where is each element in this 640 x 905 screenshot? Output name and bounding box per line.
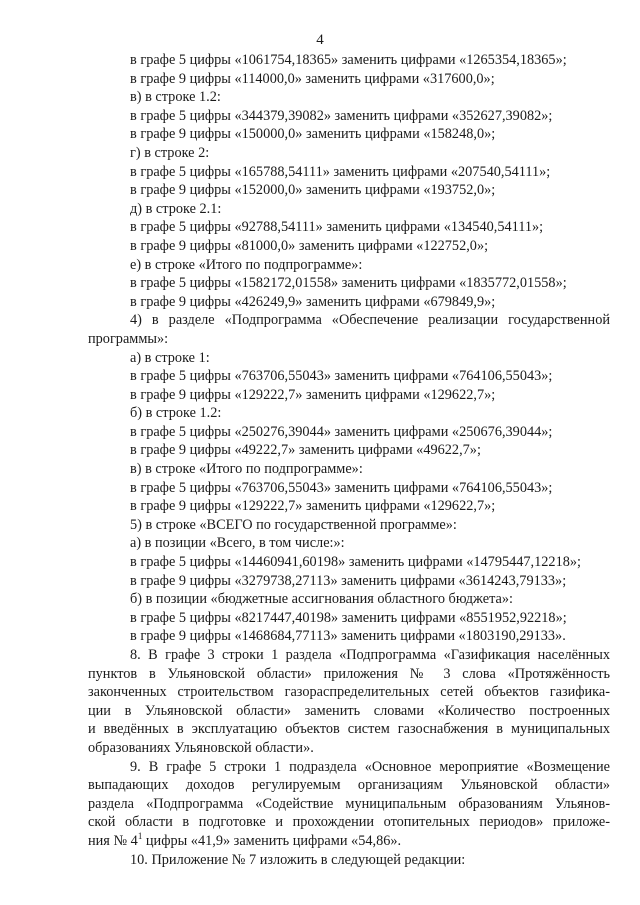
document-body	[0, 51, 640, 869]
text-line: б) в позиции «бюджетные ассигнования областного бюджета»:	[130, 591, 513, 608]
text-line: в графе 9 цифры «81000,0» заменить цифрами «122752,0»;	[130, 237, 489, 254]
text-line: ской области в подготовке и прохождении отопительных периодов» приложе-	[88, 814, 610, 831]
text-line: и введённых в эксплуатацию объектов систем газоснабжения в муниципальных	[88, 721, 610, 738]
text-line: в графе 9 цифры «3279738,27113» заменить цифрами «3614243,79133»;	[130, 572, 567, 589]
text-line: в графе 5 цифры «763706,55043» заменить цифрами «764106,55043»;	[130, 479, 553, 496]
text-line: 8. В графе 3 строки 1 раздела «Подпрограмма «Газификация населённых	[130, 647, 610, 663]
text-line: в графе 5 цифры «1582172,01558» заменить цифрами «1835772,01558»;	[130, 275, 567, 292]
text-line: в графе 5 цифры «92788,54111» заменить цифрами «134540,54111»;	[130, 219, 544, 236]
text-line: в графе 5 цифры «1061754,18365» заменить цифрами «1265354,18365»;	[130, 52, 567, 68]
text-line: в графе 9 цифры «114000,0» заменить цифрами «317600,0»;	[130, 70, 495, 87]
text-line: в графе 5 цифры «165788,54111» заменить цифрами «207540,54111»;	[130, 163, 551, 180]
text-line: в графе 9 цифры «1468684,77113» заменить цифрами «1803190,29133».	[130, 628, 566, 645]
text-line: законченных строительством газораспределительных сетей объектов газифика-	[88, 684, 610, 701]
text-line: в графе 9 цифры «129222,7» заменить цифрами «129622,7»;	[130, 386, 496, 403]
text-line: в графе 9 цифры «152000,0» заменить цифрами «193752,0»;	[130, 182, 496, 199]
text-line: в графе 5 цифры «8217447,40198» заменить цифрами «8551952,92218»;	[130, 609, 567, 626]
text-line: в графе 9 цифры «129222,7» заменить цифрами «129622,7»;	[130, 498, 496, 515]
text-fragment: цифры «41,9» заменить цифрами «54,86».	[142, 832, 402, 849]
text-line: а) в строке 1:	[130, 349, 210, 366]
text-line: выпадающих доходов регулируемым организациям Ульяновской области»	[88, 777, 610, 794]
text-line: в) в строке «Итого по подпрограмме»:	[130, 461, 363, 478]
text-line: пунктов в Ульяновской области» приложения № 3 слова «Протяжённость	[88, 665, 610, 682]
text-line: е) в строке «Итого по подпрограмме»:	[130, 256, 363, 273]
text-line: в графе 5 цифры «14460941,60198» заменить цифрами «14795447,12218»;	[130, 554, 581, 571]
text-line: в графе 9 цифры «49222,7» заменить цифрами «49622,7»;	[130, 442, 481, 459]
text-line: образованиях Ульяновской области».	[88, 739, 314, 756]
text-line: в) в строке 1.2:	[130, 89, 221, 106]
text-line: в графе 5 цифры «344379,39082» заменить цифрами «352627,39082»;	[130, 107, 553, 124]
text-line: 5) в строке «ВСЕГО по государственной программе»:	[130, 516, 457, 533]
text-line: в графе 9 цифры «150000,0» заменить цифрами «158248,0»;	[130, 126, 496, 143]
text-line: в графе 5 цифры «250276,39044» заменить цифрами «250676,39044»;	[130, 423, 553, 440]
text-line: а) в позиции «Всего, в том числе:»:	[130, 535, 345, 552]
text-line: в графе 5 цифры «763706,55043» заменить цифрами «764106,55043»;	[130, 368, 553, 385]
text-line: раздела «Подпрограмма «Содействие муниципальным образованиям Ульянов-	[88, 795, 610, 812]
text-line: б) в строке 1.2:	[130, 405, 222, 422]
page-number: 4	[316, 32, 324, 48]
text-line: д) в строке 2.1:	[130, 200, 222, 217]
text-line: программы»:	[88, 330, 169, 347]
text-line: 10. Приложение № 7 изложить в следующей редакции:	[130, 851, 466, 868]
text-line: 4) в разделе «Подпрограмма «Обеспечение реализации государственной	[130, 312, 610, 329]
text-fragment: ния № 4	[88, 832, 138, 849]
text-line: 9. В графе 5 строки 1 подраздела «Основное мероприятие «Возмещение	[130, 758, 610, 775]
text-line: г) в строке 2:	[130, 144, 210, 161]
superscript: 1	[137, 831, 143, 842]
text-line	[0, 832, 640, 851]
text-line: ции в Ульяновской области» заменить словами «Количество построенных	[88, 702, 610, 719]
text-line: в графе 9 цифры «426249,9» заменить цифрами «679849,9»;	[130, 293, 496, 310]
